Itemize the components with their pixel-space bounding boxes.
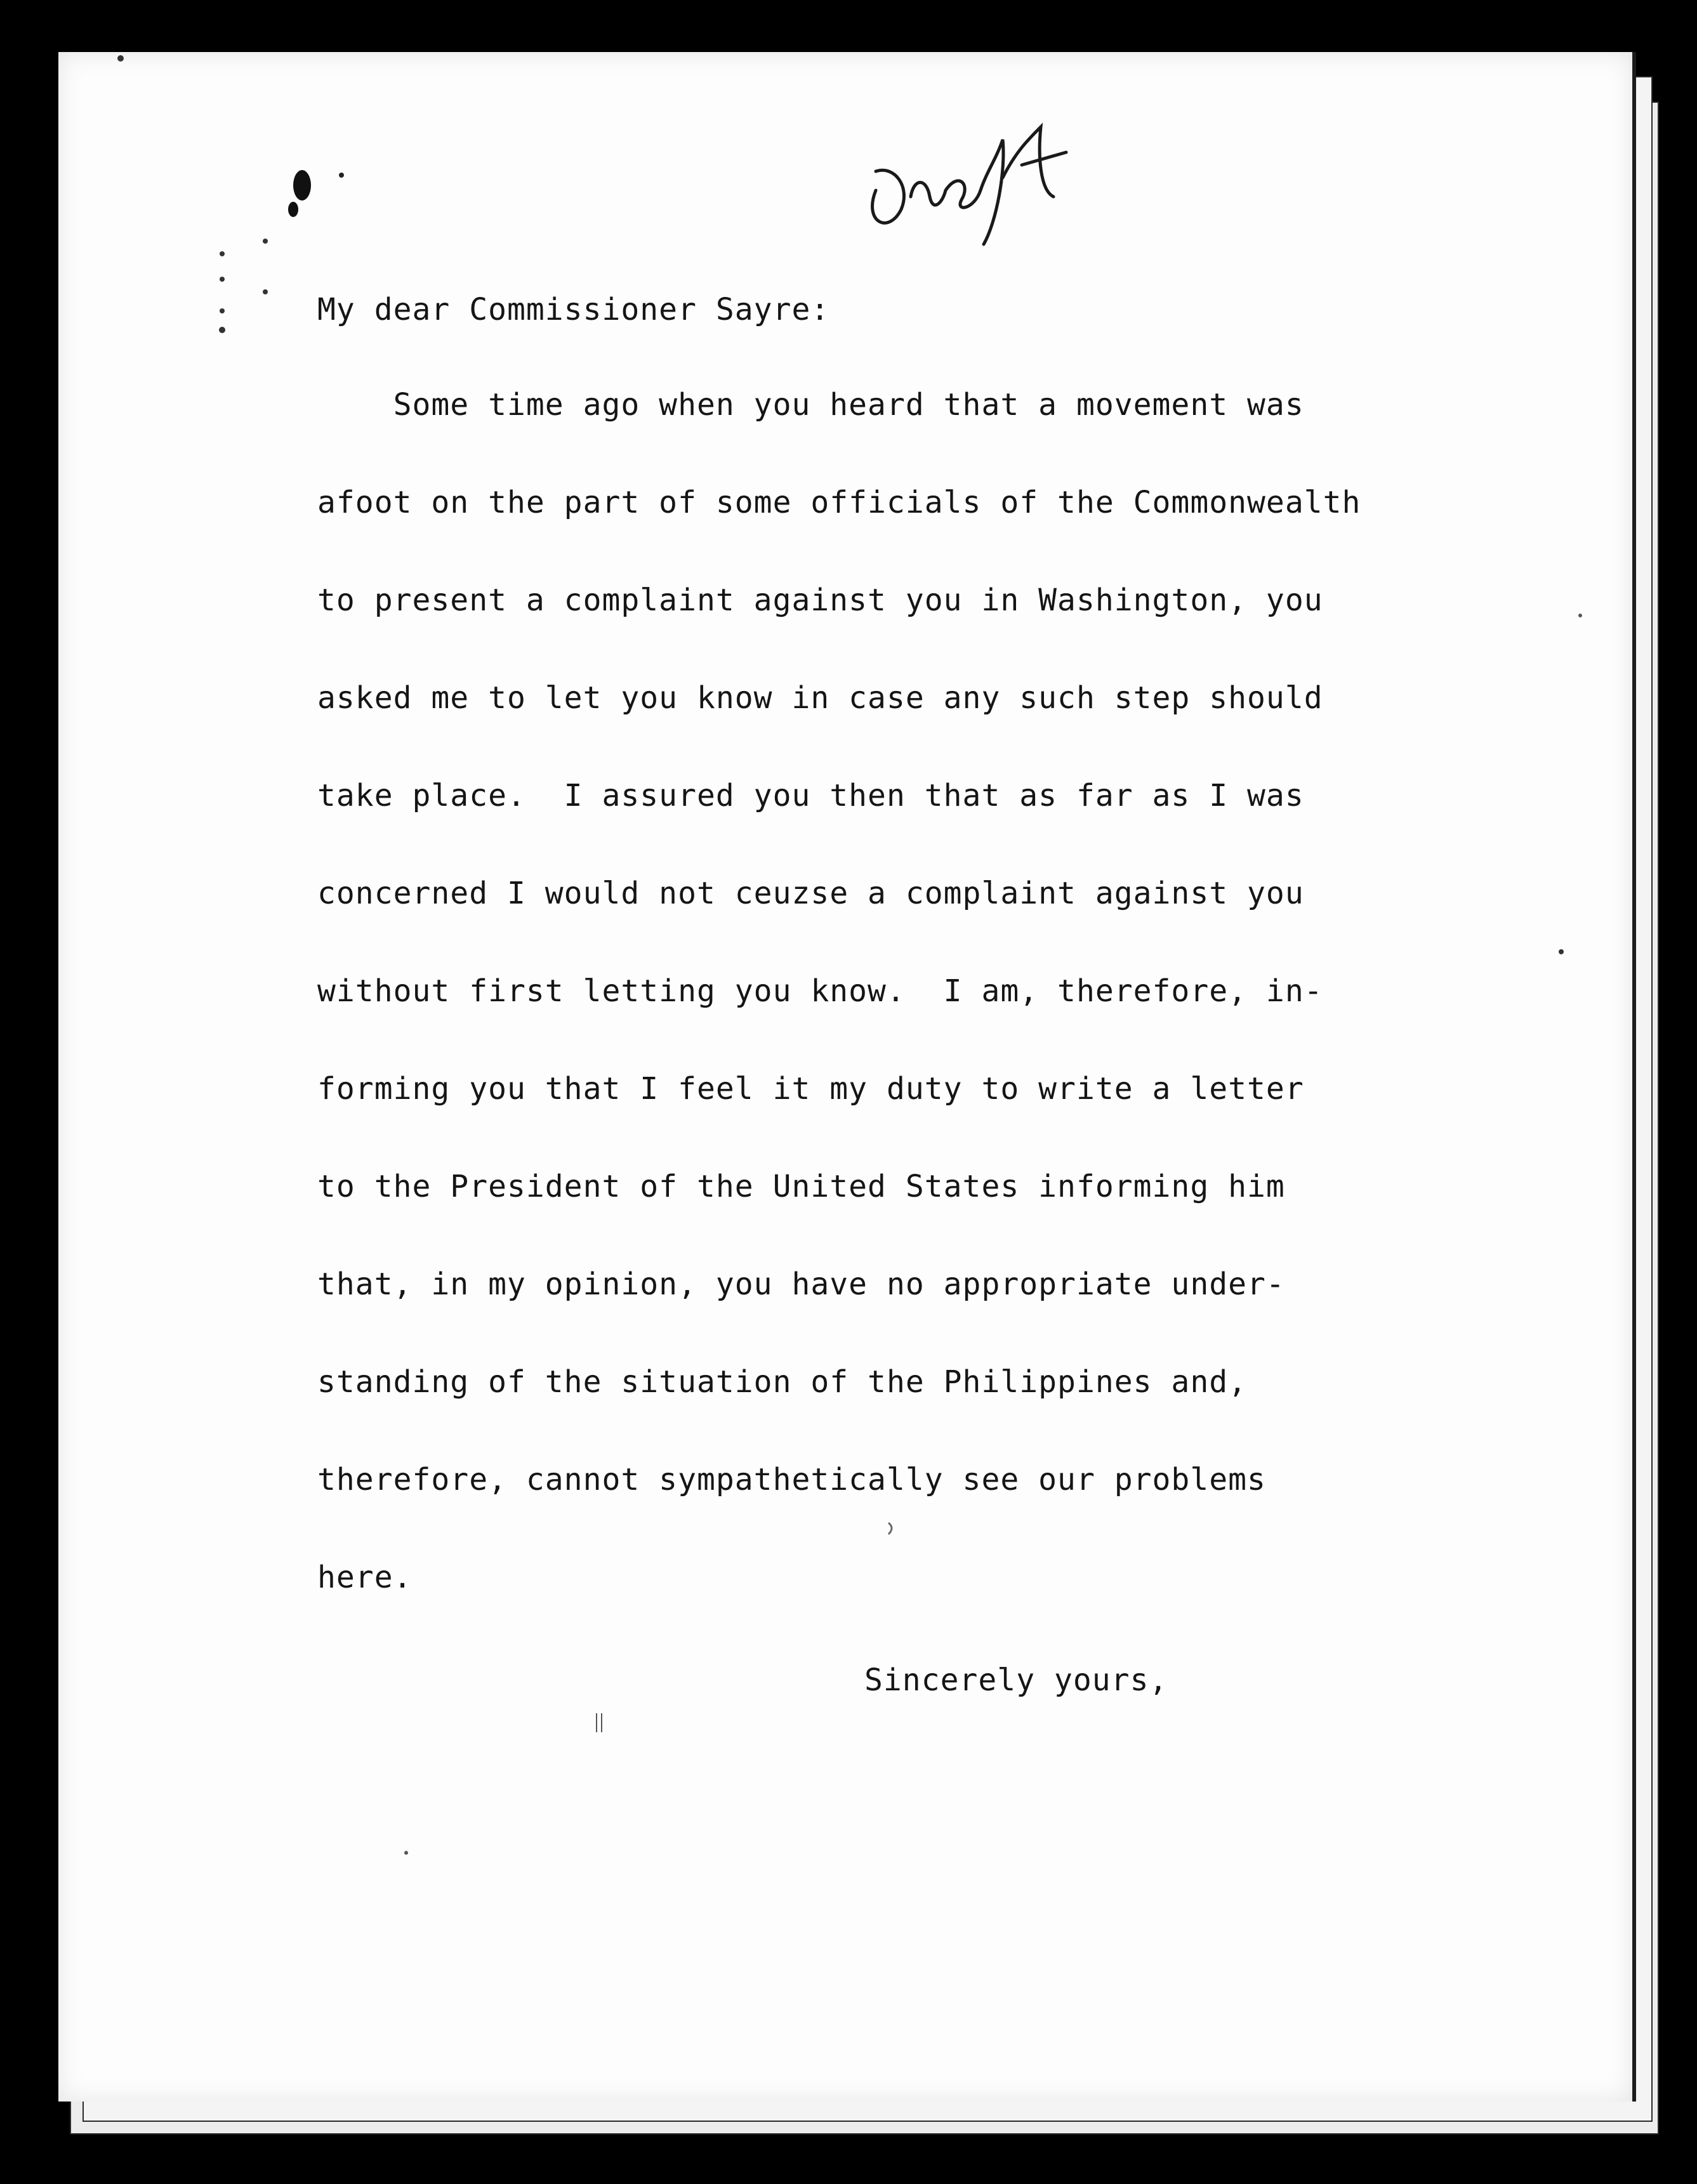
body-line: that, in my opinion, you have no appropriate under- [317,1266,1285,1302]
salutation: My dear Commissioner Sayre: [317,292,830,327]
body-line: concerned I would not ceuzse a complaint against you [317,876,1304,911]
draft-handwritten-annotation [850,102,1092,254]
body-line: to the President of the United States informing him [317,1169,1285,1204]
body-line: take place. I assured you then that as far as I was [317,778,1304,813]
body-line: asked me to let you know in case any such step should [317,680,1323,716]
body-line: without first letting you know. I am, therefore, in- [317,973,1323,1009]
body-line: standing of the situation of the Philippines and, [317,1364,1248,1400]
body-line: therefore, cannot sympathetically see our problems [317,1462,1266,1497]
closing: Sincerely yours, [864,1662,1168,1698]
body-line: forming you that I feel it my duty to write a letter [317,1071,1304,1107]
body-line: to present a complaint against you in Washington, you [317,582,1323,618]
body-line: Some time ago when you heard that a movement was [317,387,1304,423]
body-line: afoot on the part of some officials of the Commonwealth [317,485,1361,520]
body-line: here. [317,1560,413,1595]
